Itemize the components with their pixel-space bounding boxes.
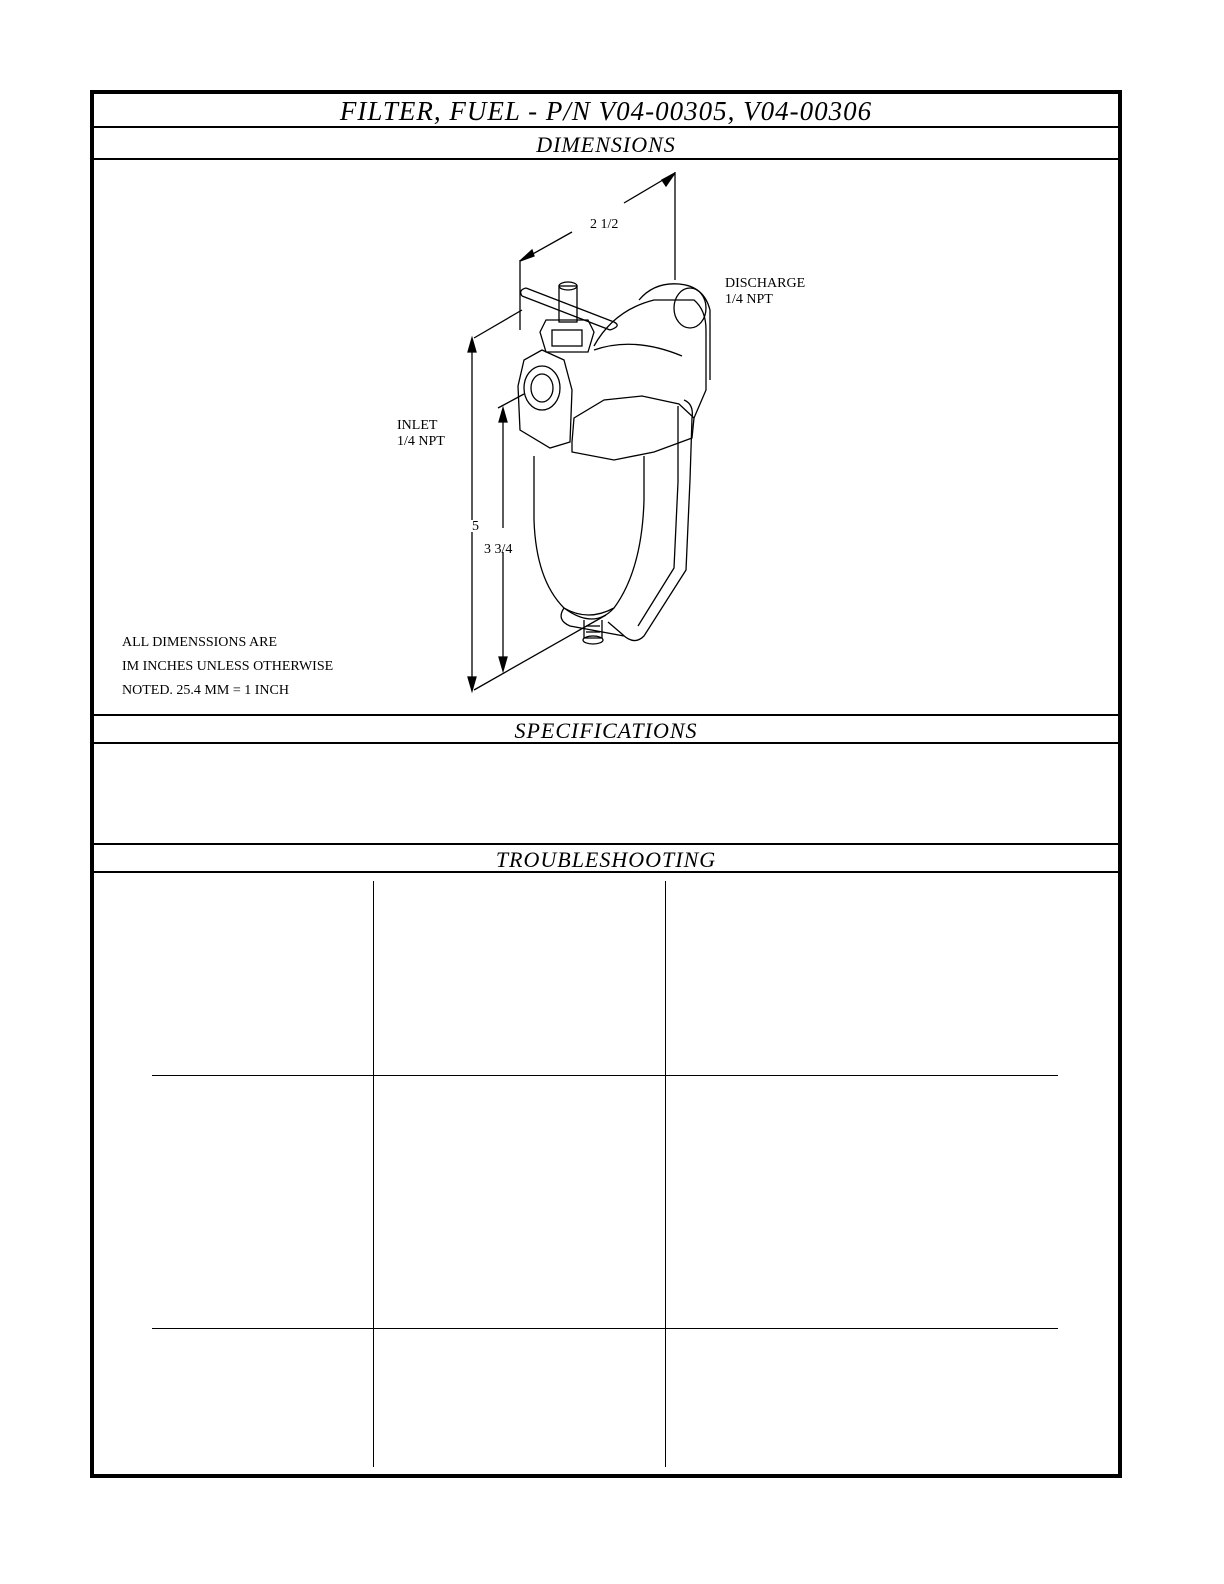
discharge-size-label: 1/4 NPT — [725, 292, 773, 307]
t-handle-bar-bottom — [522, 296, 610, 330]
table-column-divider-2 — [665, 881, 666, 1467]
specifications-area — [94, 744, 1118, 843]
width-dimension-label: 2 1/2 — [590, 217, 619, 232]
width-arrow-right — [662, 173, 675, 186]
width-arrow-left — [520, 250, 534, 261]
inlet-label: INLET — [397, 418, 438, 433]
table-row-divider-1 — [152, 1075, 1058, 1076]
specifications-heading: SPECIFICATIONS — [94, 714, 1118, 744]
discharge-boss — [639, 284, 710, 380]
total-arrow-top — [468, 338, 476, 352]
inlet-size-label: 1/4 NPT — [397, 434, 445, 449]
total-height-label: 5 — [472, 519, 479, 534]
troubleshooting-heading: TROUBLESHOOTING — [94, 843, 1118, 873]
page-frame — [90, 90, 1122, 1478]
dimension-note-line-2: IM INCHES UNLESS OTHERWISE — [122, 659, 334, 674]
t-handle-bar-top — [526, 288, 614, 322]
dimension-note-line-3: NOTED. 25.4 MM = 1 INCH — [122, 683, 289, 698]
discharge-label: DISCHARGE — [725, 276, 806, 291]
valve-nut — [540, 320, 594, 352]
fuel-filter-drawing — [94, 160, 1118, 716]
bowl-arrow-bottom — [499, 657, 507, 671]
filter-bowl — [534, 456, 644, 619]
page-title: FILTER, FUEL - P/N V04-00305, V04-00306 — [94, 94, 1118, 128]
bail-wire-right — [608, 400, 692, 641]
table-column-divider-1 — [373, 881, 374, 1467]
filter-head-body — [594, 300, 706, 418]
filter-head-rim — [572, 396, 694, 460]
dimensions-heading: DIMENSIONS — [94, 128, 1118, 160]
troubleshooting-table — [94, 873, 1118, 1478]
bowl-arrow-top — [499, 408, 507, 422]
inlet-port — [524, 366, 560, 410]
total-height-ext-top — [474, 310, 522, 338]
bowl-height-ext-top — [498, 394, 524, 408]
dimension-note-line-1: ALL DIMENSSIONS ARE — [122, 635, 278, 650]
bowl-height-label: 3 3/4 — [484, 542, 513, 557]
table-row-divider-2 — [152, 1328, 1058, 1329]
